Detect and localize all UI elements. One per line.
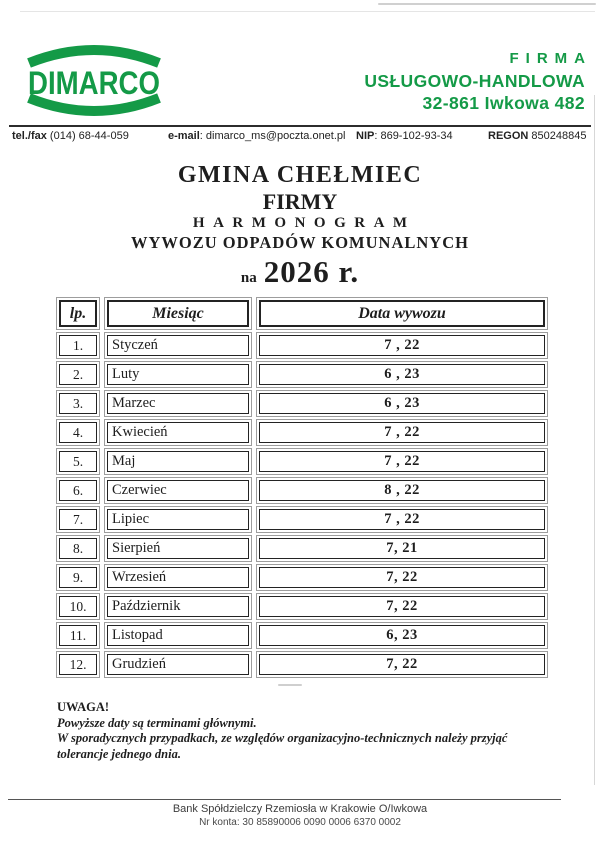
month-name: Marzec bbox=[107, 393, 249, 414]
title-firmy: FIRMY bbox=[262, 189, 338, 214]
row-number: 10. bbox=[59, 596, 97, 617]
row-number: 11. bbox=[59, 625, 97, 646]
scan-artifact-smudge bbox=[278, 684, 302, 686]
notes-heading: UWAGA! bbox=[57, 700, 110, 714]
footer-account-number: Nr konta: 30 85890006 0090 0006 6370 0002 bbox=[199, 817, 401, 828]
notes-line1: Powyższe daty są terminami głównymi. bbox=[57, 715, 257, 730]
nip: NIP: 869-102-93-34 bbox=[356, 130, 453, 142]
pickup-dates: 7, 22 bbox=[259, 596, 545, 617]
month-name: Kwiecień bbox=[107, 422, 249, 443]
pickup-dates: 8 , 22 bbox=[259, 480, 545, 501]
table-row bbox=[56, 651, 548, 678]
document-title bbox=[0, 162, 600, 290]
header-divider bbox=[9, 125, 591, 127]
title-harmonogram: HARMONOGRAM bbox=[192, 215, 416, 231]
title-wywoz: WYWOZU ODPADÓW KOMUNALNYCH bbox=[131, 233, 469, 252]
pickup-dates: 7 , 22 bbox=[259, 451, 545, 472]
row-number: 12. bbox=[59, 654, 97, 675]
row-number: 1. bbox=[59, 335, 97, 356]
table-row bbox=[56, 593, 548, 620]
dimarco-logo-icon bbox=[20, 34, 168, 126]
month-name: Lipiec bbox=[107, 509, 249, 530]
dimarco-logo bbox=[20, 34, 168, 126]
table-row bbox=[56, 390, 548, 417]
footer-bank-name: Bank Spółdzielczy Rzemiosła w Krakowie O/Iwkowa bbox=[172, 803, 428, 815]
row-number: 4. bbox=[59, 422, 97, 443]
month-name: Październik bbox=[107, 596, 249, 617]
notes-line3: tolerancje jednego dnia. bbox=[57, 746, 181, 761]
month-name: Luty bbox=[107, 364, 249, 385]
header-month: Miesiąc bbox=[107, 300, 249, 327]
pickup-dates: 7, 21 bbox=[259, 538, 545, 559]
month-name: Czerwiec bbox=[107, 480, 249, 501]
month-name: Wrzesień bbox=[107, 567, 249, 588]
month-name: Styczeń bbox=[107, 335, 249, 356]
table-row bbox=[56, 535, 548, 562]
schedule-table bbox=[56, 297, 548, 680]
month-name: Sierpień bbox=[107, 538, 249, 559]
company-type-line1: FIRMA bbox=[509, 50, 592, 67]
row-number: 6. bbox=[59, 480, 97, 501]
logo-text: DIMARCO bbox=[28, 65, 160, 101]
row-number: 7. bbox=[59, 509, 97, 530]
row-number: 2. bbox=[59, 364, 97, 385]
table-header-row bbox=[56, 297, 548, 330]
telefax: tel./fax (014) 68-44-059 bbox=[12, 130, 129, 142]
title-year-prefix: na bbox=[240, 270, 257, 286]
pickup-dates: 7 , 22 bbox=[259, 335, 545, 356]
email: e-mail: dimarco_ms@poczta.onet.pl bbox=[168, 130, 346, 142]
table-row bbox=[56, 332, 548, 359]
table-row bbox=[56, 477, 548, 504]
month-name: Grudzień bbox=[107, 654, 249, 675]
company-address: 32-861 Iwkowa 482 bbox=[422, 93, 585, 113]
company-type-line2: USŁUGOWO-HANDLOWA bbox=[364, 71, 585, 91]
pickup-dates: 6, 23 bbox=[259, 625, 545, 646]
table-row bbox=[56, 361, 548, 388]
table-row bbox=[56, 564, 548, 591]
title-gmina: GMINA CHEŁMIEC bbox=[177, 162, 423, 188]
title-year bbox=[0, 254, 600, 290]
row-number: 5. bbox=[59, 451, 97, 472]
month-name: Maj bbox=[107, 451, 249, 472]
month-name: Listopad bbox=[107, 625, 249, 646]
table-row bbox=[56, 448, 548, 475]
header-lp: lp. bbox=[59, 300, 97, 327]
scan-artifact-top bbox=[378, 3, 596, 5]
pickup-dates: 7, 22 bbox=[259, 654, 545, 675]
pickup-dates: 7, 22 bbox=[259, 567, 545, 588]
pickup-dates: 7 , 22 bbox=[259, 509, 545, 530]
company-address-block bbox=[364, 48, 592, 114]
footer bbox=[0, 803, 600, 829]
notes-section bbox=[57, 700, 557, 762]
pickup-dates: 6 , 23 bbox=[259, 393, 545, 414]
regon: REGON 850248845 bbox=[488, 130, 587, 142]
title-year-value: 2026 r. bbox=[263, 254, 360, 289]
row-number: 8. bbox=[59, 538, 97, 559]
row-number: 3. bbox=[59, 393, 97, 414]
header-dates: Data wywozu bbox=[259, 300, 545, 327]
table-row bbox=[56, 419, 548, 446]
table-row bbox=[56, 622, 548, 649]
footer-divider bbox=[8, 799, 561, 800]
pickup-dates: 7 , 22 bbox=[259, 422, 545, 443]
table-row bbox=[56, 506, 548, 533]
notes-line2: W sporadycznych przypadkach, ze względów organizacyjno-technicznych należy przyjąć bbox=[57, 731, 508, 745]
pickup-dates: 6 , 23 bbox=[259, 364, 545, 385]
scan-artifact-top-line bbox=[20, 11, 595, 12]
row-number: 9. bbox=[59, 567, 97, 588]
